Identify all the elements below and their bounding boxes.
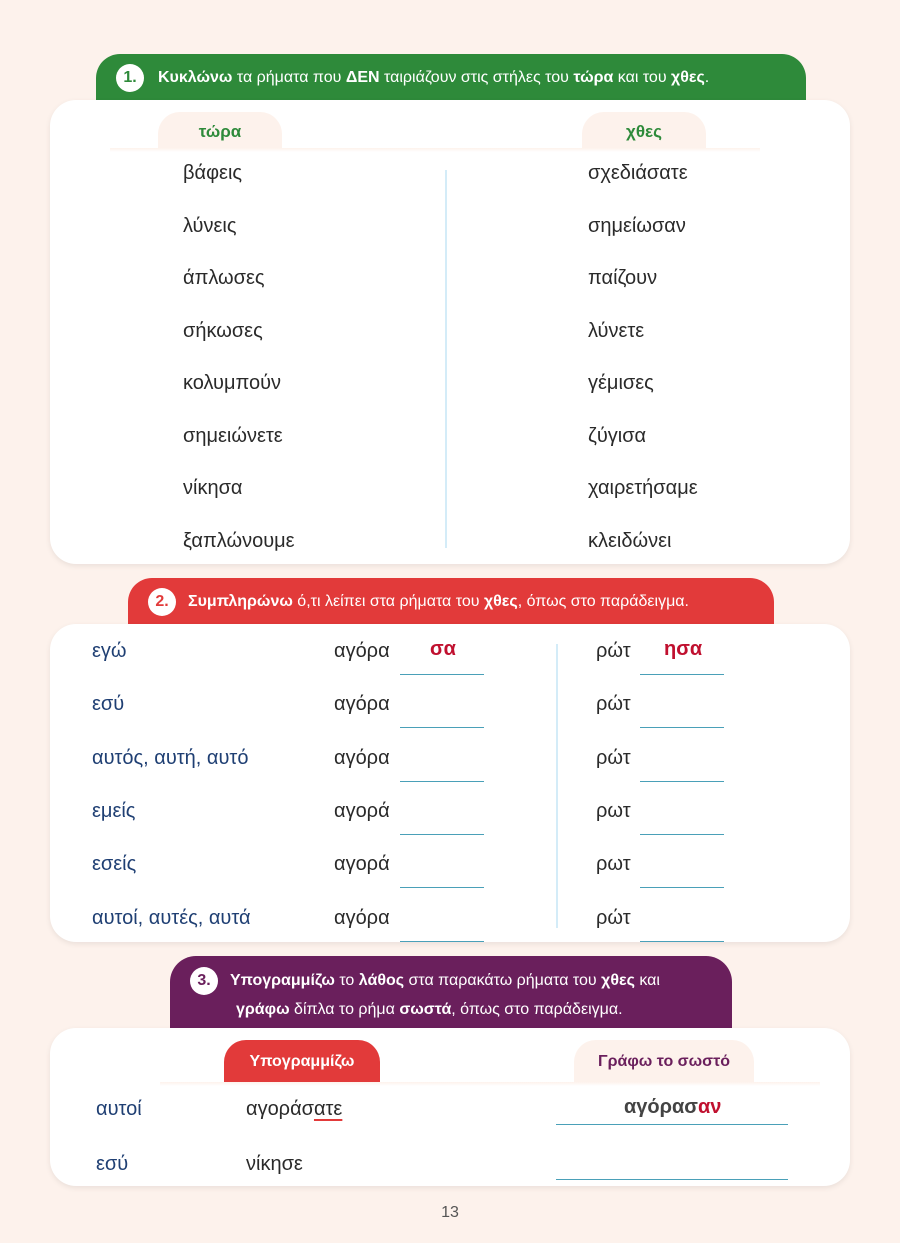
exercise1-card <box>50 100 850 564</box>
now-verb: λύνεις <box>183 214 237 237</box>
example-answer: σα <box>430 638 456 660</box>
answer-blank <box>640 917 724 942</box>
instruction-run: τώρα <box>573 69 614 86</box>
exercise1-number: 1. <box>116 64 144 92</box>
instruction-run: χθες <box>483 593 518 610</box>
answer-blank <box>640 703 724 728</box>
header-strip <box>110 148 760 152</box>
instruction-run: δίπλα το ρήμα <box>289 1001 400 1018</box>
instruction-run: γράφω <box>236 1001 290 1018</box>
tab-xthes: χθες <box>582 112 706 152</box>
answer-blank <box>400 917 484 942</box>
pronoun: εμείς <box>92 799 136 822</box>
now-verb: ξαπλώνουμε <box>183 529 295 552</box>
past-verb: σημείωσαν <box>588 214 686 237</box>
pronoun: αυτοί, αυτές, αυτά <box>92 906 251 929</box>
verb-stem: νίκησε <box>246 1153 303 1175</box>
pronoun: εσύ <box>92 693 125 716</box>
answer-blank <box>400 810 484 835</box>
tab-tora: τώρα <box>158 112 282 152</box>
instruction-run: , όπως στο παράδειγμα. <box>451 1001 623 1018</box>
past-verb: χαιρετήσαμε <box>588 477 698 499</box>
column-divider <box>445 170 447 548</box>
answer-blank <box>640 863 724 888</box>
verb-stem-roto: ρώτ <box>596 693 631 716</box>
exercise2-header <box>128 578 774 626</box>
exercise2-number: 2. <box>148 588 176 616</box>
verb-stem-agorazo: αγόρα <box>334 640 390 662</box>
verb-stem-roto: ρωτ <box>596 853 631 876</box>
corrected-stem: αγόρασ <box>624 1096 698 1118</box>
past-verb: γέμισες <box>588 372 654 394</box>
now-verb: άπλωσες <box>183 267 265 289</box>
instruction-run: , όπως στο παράδειγμα. <box>517 593 689 610</box>
instruction-run: Κυκλώνω <box>158 69 233 86</box>
pronoun: εγώ <box>92 640 127 662</box>
past-verb: ζύγισα <box>588 424 647 447</box>
instruction-run: το <box>334 972 359 989</box>
past-verb: παίζουν <box>588 267 658 289</box>
verb-stem-agorazo: αγόρα <box>334 693 390 716</box>
verb-with-error <box>246 1153 303 1176</box>
pronoun: αυτός, αυτή, αυτό <box>92 746 249 769</box>
exercise3-header <box>170 956 732 1030</box>
tab-write-correct: Γράφω το σωστό <box>574 1040 754 1084</box>
instruction-run: ό,τι λείπει στα ρήματα του <box>292 593 484 610</box>
now-verb: βάφεις <box>183 162 243 184</box>
answer-blank <box>400 703 484 728</box>
instruction-run: σωστά <box>399 1001 452 1018</box>
instruction-run: ταιριάζουν στις στήλες του <box>379 69 574 86</box>
underlined-error: ατε <box>313 1098 343 1120</box>
now-verb: σήκωσες <box>183 319 263 342</box>
instruction-run: χθες <box>601 972 635 989</box>
verb-stem-roto: ρώτ <box>596 906 631 929</box>
example-answer: ησα <box>664 638 703 660</box>
verb-stem-roto: ρώτ <box>596 746 631 769</box>
past-verb: κλειδώνει <box>588 529 672 552</box>
page-number: 13 <box>441 1204 459 1221</box>
verb-stem: αγοράσ <box>246 1098 314 1120</box>
exercise3-instruction-line2 <box>236 1001 623 1019</box>
exercise1-instruction <box>158 69 709 87</box>
now-verb: νίκησα <box>183 477 243 499</box>
instruction-run: και του <box>613 69 672 86</box>
verb-stem-agorazo: αγορά <box>334 853 390 876</box>
exercise3-card <box>50 1028 850 1186</box>
instruction-run: Συμπληρώνω <box>188 593 293 610</box>
exercise2-card <box>50 624 850 942</box>
instruction-run: τα ρήματα που <box>232 69 346 86</box>
past-verb: σχεδιάσατε <box>588 162 688 184</box>
instruction-run: στα παρακάτω ρήματα του <box>404 972 602 989</box>
pronoun: αυτοί <box>96 1098 142 1120</box>
exercise1-header <box>96 54 806 102</box>
exercise2-instruction <box>188 593 689 611</box>
exercise3-instruction-line1 <box>230 972 660 990</box>
answer-blank <box>640 757 724 782</box>
instruction-run: χθες <box>671 69 705 86</box>
corrected-ending: αν <box>697 1096 722 1118</box>
tab-underline: Υπογραμμίζω <box>224 1040 380 1084</box>
corrected-verb <box>624 1096 721 1119</box>
correct-answer-blank <box>556 1155 788 1180</box>
verb-stem-roto: ρώτ <box>596 640 631 662</box>
verb-stem-agorazo: αγόρα <box>334 906 390 929</box>
instruction-run: ΔΕΝ <box>345 69 380 86</box>
instruction-run: λάθος <box>358 972 405 989</box>
pronoun: εσείς <box>92 853 137 876</box>
instruction-run: Υπογραμμίζω <box>230 972 335 989</box>
verb-stem-agorazo: αγόρα <box>334 746 390 769</box>
verb-with-error <box>246 1098 342 1121</box>
header-strip-3 <box>160 1082 820 1086</box>
column-divider-2 <box>556 644 558 928</box>
exercise3-number: 3. <box>190 967 218 995</box>
instruction-run: . <box>704 69 710 86</box>
verb-stem-agorazo: αγορά <box>334 799 390 822</box>
verb-stem-roto: ρωτ <box>596 799 631 822</box>
past-verb: λύνετε <box>588 319 645 342</box>
now-verb: σημειώνετε <box>183 424 283 447</box>
pronoun: εσύ <box>96 1153 129 1175</box>
instruction-run: και <box>634 972 660 989</box>
answer-blank <box>400 757 484 782</box>
answer-blank <box>640 810 724 835</box>
answer-blank <box>400 863 484 888</box>
now-verb: κολυμπούν <box>183 372 282 394</box>
